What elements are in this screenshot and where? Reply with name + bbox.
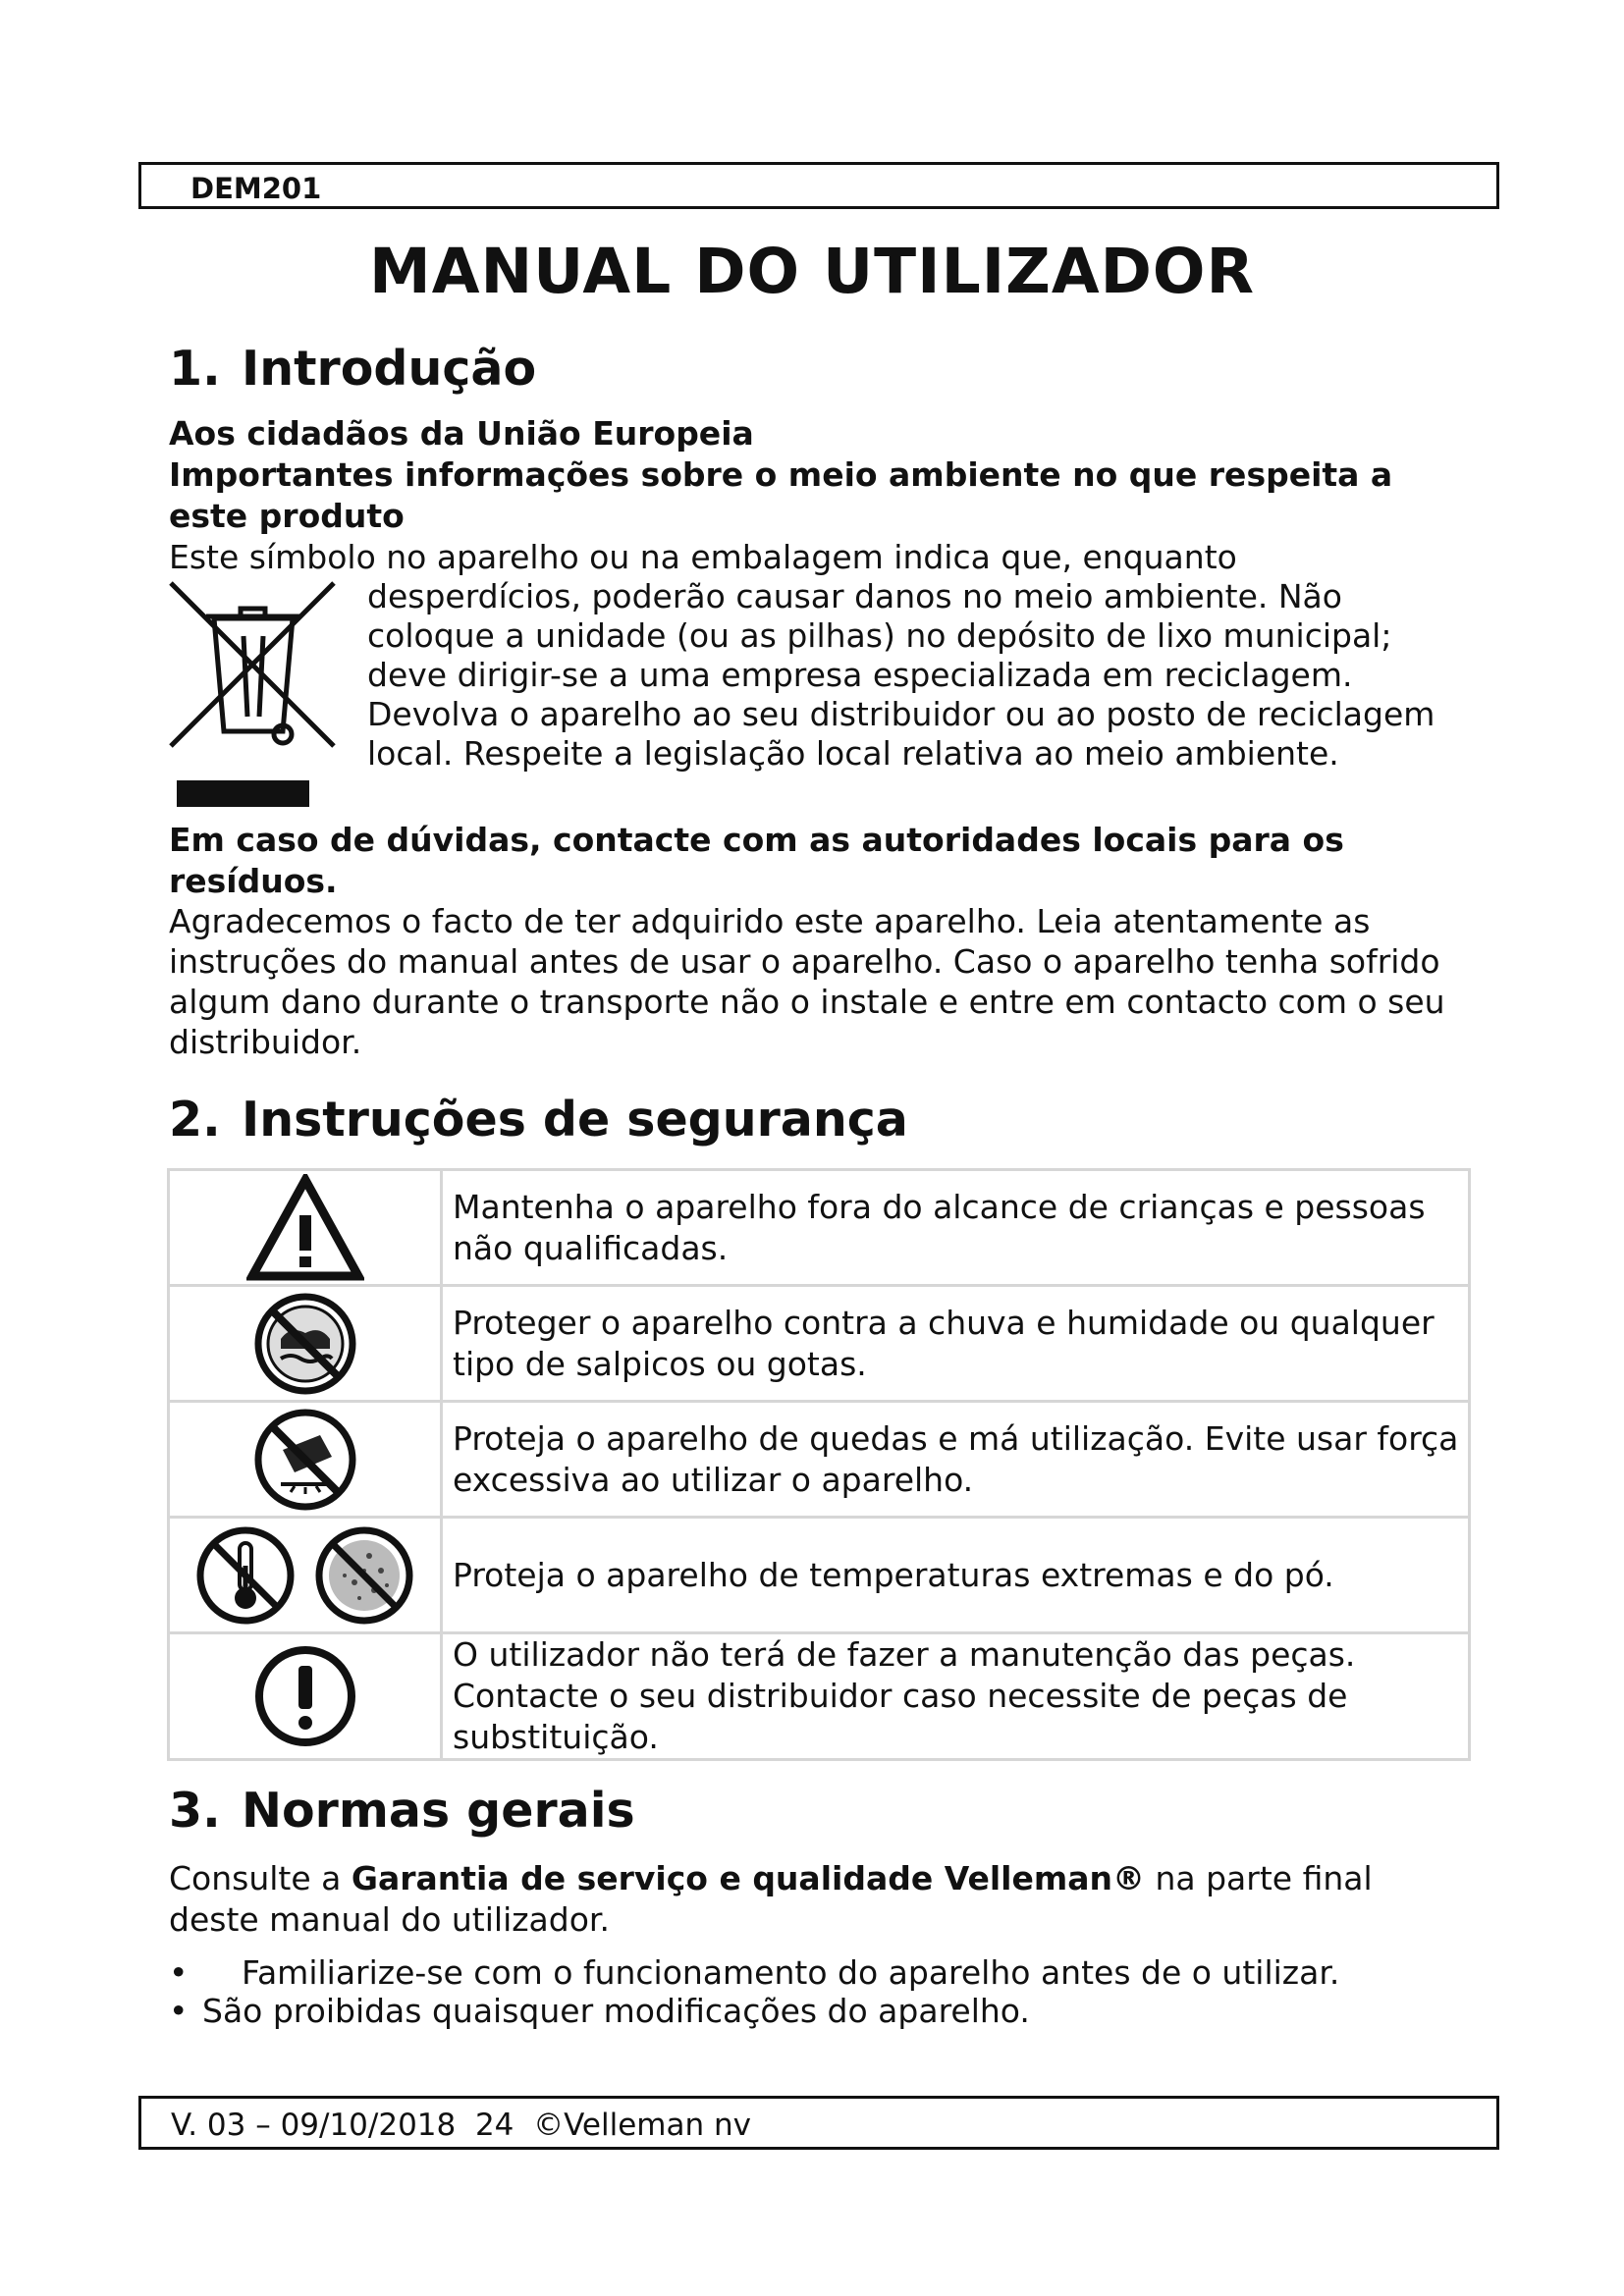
safety-text: Proteger o aparelho contra a chuva e humidade ou qualquer tipo de salpicos ou gotas.: [442, 1286, 1470, 1402]
symbol-description: desperdícios, poderão causar danos no meio ambiente. Não coloque a unidade (ou as pilhas) no depósito de lixo municipal; deve dirigir-se a uma empresa especializada em reciclagem. Devolva o aparelho ao seu distribuidor ou ao posto de reciclagem local. Respeite a legislação local relativa ao meio ambiente.: [367, 577, 1435, 773]
section-number: 1.: [169, 341, 221, 397]
warning-triangle-icon: [246, 1174, 364, 1282]
section-title: Normas gerais: [242, 1783, 635, 1839]
icon-cell: [169, 1518, 442, 1633]
section-heading-introducao: [169, 341, 536, 397]
safety-text: Mantenha o aparelho fora do alcance de crianças e pessoas não qualificadas.: [442, 1170, 1470, 1286]
safety-table: [167, 1168, 1471, 1761]
warranty-reference: Garantia de serviço e qualidade Velleman®: [351, 1859, 1145, 1897]
doubts-line: Em caso de dúvidas, contacte com as autoridades locais para os resíduos.: [169, 821, 1344, 900]
icon-cell: [169, 1633, 442, 1760]
list-item: [169, 1953, 1465, 1992]
safety-text: Proteja o aparelho de quedas e má utilização. Evite usar força excessiva ao utilizar o aparelho.: [442, 1402, 1470, 1518]
environment-info-line: Importantes informações sobre o meio ambiente no que respeita a este produto: [169, 455, 1393, 535]
list-item: [169, 1992, 1465, 2030]
table-row: [169, 1286, 1470, 1402]
section-heading-seguranca: [169, 1092, 908, 1148]
icon-cell: [169, 1170, 442, 1286]
eu-citizens-line: Aos cidadãos da União Europeia: [169, 414, 754, 453]
thanks-paragraph: Agradecemos o facto de ter adquirido este aparelho. Leia atentamente as instruções do manual antes de usar o aparelho. Caso o aparelho tenha sofrido algum dano durante o transporte não o instale e entre em contacto com o seu distribuidor.: [169, 902, 1445, 1061]
consult-text-pre: Consulte a: [169, 1859, 352, 1897]
section-heading-normas: [169, 1783, 635, 1839]
bullet-icon: •: [169, 1992, 189, 2030]
section-title: Introdução: [242, 341, 537, 397]
no-dust-icon: [310, 1522, 418, 1629]
safety-text: Proteja o aparelho de temperaturas extremas e do pó.: [442, 1518, 1470, 1633]
list-item-text: São proibidas quaisquer modificações do aparelho.: [202, 1992, 1030, 2030]
table-row: [169, 1402, 1470, 1518]
icon-cell: [169, 1402, 442, 1518]
table-row: [169, 1170, 1470, 1286]
attention-icon: [251, 1642, 359, 1750]
symbol-intro-line: Este símbolo no aparelho ou na embalagem indica que, enquanto: [169, 538, 1237, 576]
consult-paragraph: [169, 1858, 1445, 1941]
section-number: 3.: [169, 1783, 221, 1839]
consult-text-post: na parte final deste manual do utilizador.: [169, 1859, 1373, 1939]
no-drop-icon: [251, 1406, 359, 1514]
model-number: DEM201: [190, 172, 322, 205]
section-title: Instruções de segurança: [242, 1092, 908, 1148]
icon-cell: [169, 1286, 442, 1402]
general-rules-list: [169, 1953, 1465, 2030]
header-box: [138, 162, 1499, 209]
list-item-text: Familiarize-se com o funcionamento do aparelho antes de o utilizar.: [242, 1953, 1340, 1992]
bullet-icon: •: [169, 1953, 189, 1992]
footer-box: [138, 2096, 1499, 2150]
section-number: 2.: [169, 1092, 221, 1148]
footer-text: V. 03 – 09/10/2018 24 ©Velleman nv: [171, 2108, 751, 2143]
table-row: [169, 1633, 1470, 1760]
weee-bin-icon: [167, 579, 339, 815]
no-water-icon: [251, 1290, 359, 1398]
table-row: [169, 1518, 1470, 1633]
safety-text: O utilizador não terá de fazer a manutenção das peças. Contacte o seu distribuidor caso necessite de peças de substituição.: [442, 1633, 1470, 1760]
no-temperature-icon: [191, 1522, 299, 1629]
page-title: MANUAL DO UTILIZADOR: [369, 236, 1255, 307]
